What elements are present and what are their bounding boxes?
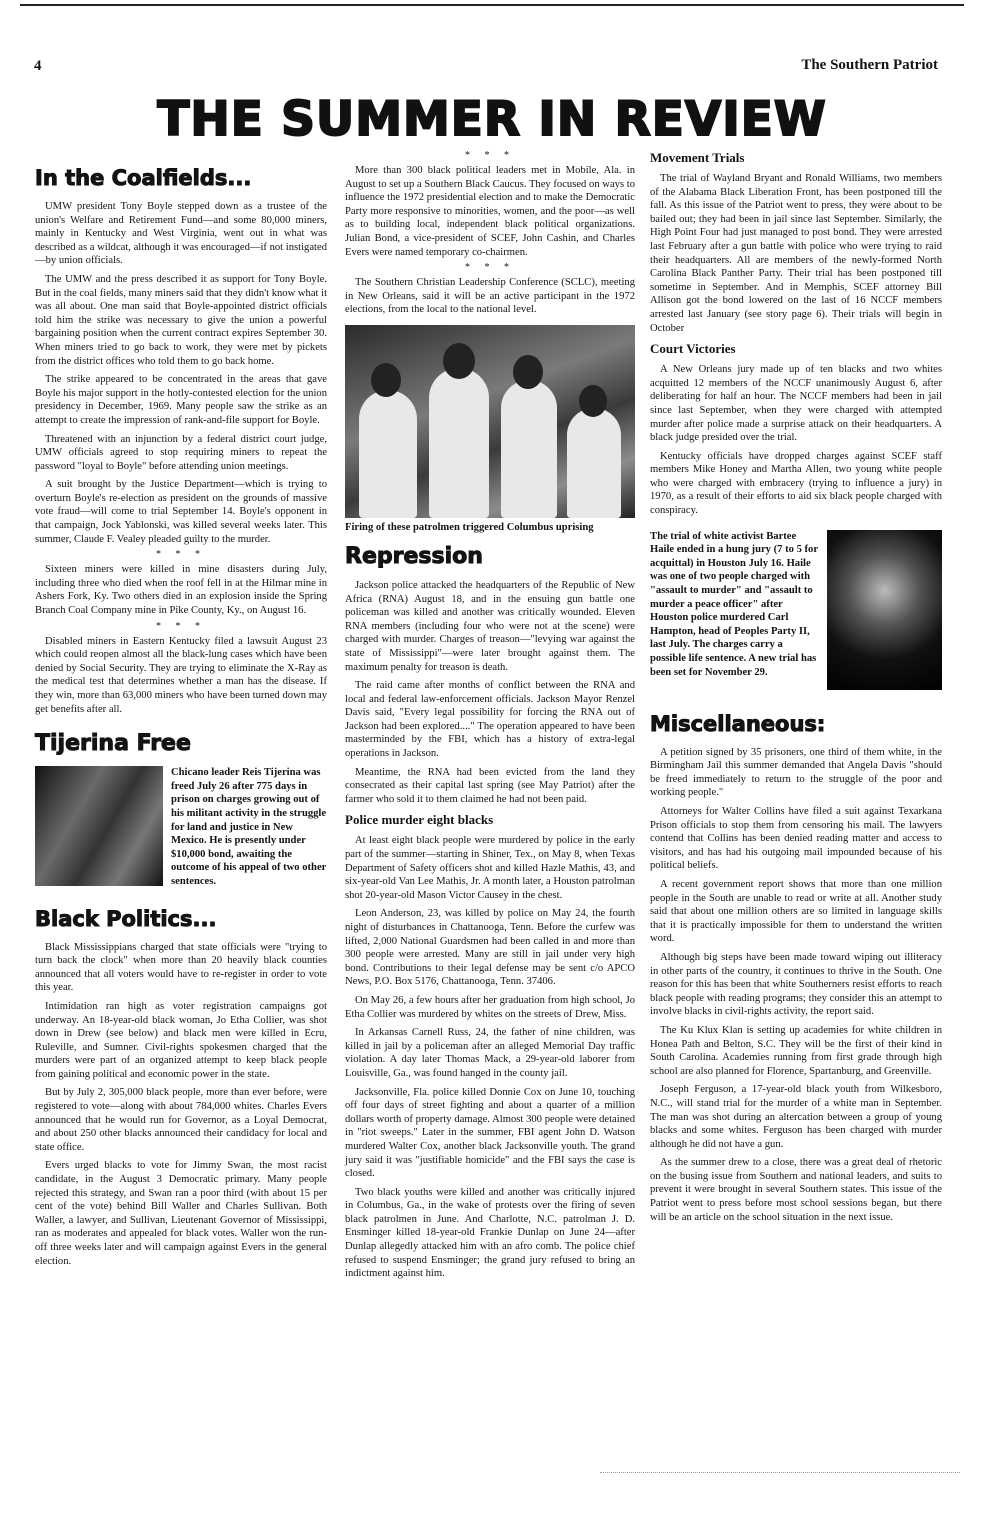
patrolmen-photo xyxy=(345,325,635,518)
paragraph: Black Mississippians charged that state officials were "trying to turn back the clock" when more than 20 heavily black counties announced that all voters would have to re-register in order to vote this year. xyxy=(35,941,327,994)
paragraph: A petition signed by 35 prisoners, one third of them white, in the Birmingham Jail this summer demanded that Angela Davis "should be freed immediately to return to the struggle of the poor and working people." xyxy=(650,746,942,799)
paragraph: As the summer drew to a close, there was a great deal of rhetoric on the busing issue from Southern and national leaders, and suits to prevent it were brought in several Southern states. This issue of the Patriot went to press before most school sessions began, but there will be an article on the school situation in the next issue. xyxy=(650,1157,942,1223)
politics-paras xyxy=(35,941,327,1269)
separator: * * * xyxy=(465,150,515,161)
paragraph: Kentucky officials have dropped charges against SCEF staff members Mike Honey and Martha Allen, two young white people who were charged with embracery (trying to influence a jury) in 1970, as a result of their efforts to aid six black people charged with conspiracy. xyxy=(650,450,942,517)
photo-caption: Firing of these patrolmen triggered Columbus uprising xyxy=(345,521,594,533)
tijerina-box xyxy=(35,766,327,888)
tijerina-photo xyxy=(35,766,163,886)
trials-heading: Movement Trials xyxy=(650,150,745,165)
column-left xyxy=(35,148,327,1273)
top-rule xyxy=(20,4,964,6)
paragraph: Leon Anderson, 23, was killed by police on May 24, the fourth night of disturbances in Chattanooga, Tenn. Before the curfew was lifted, 2,000 National Guardsmen had been called in and more than 300 people were arrested. Many are still in jail under very high bond. Contributions to their legal defense may be sent c/o APCO News, P.O. Box 5176, Chattanooga, Tenn. 37406. xyxy=(345,908,635,988)
paragraph: Evers urged blacks to vote for Jimmy Swan, the most racist candidate, in the August 3 Democratic primary. Many people rejected this strategy, and Swan ran a poor third (with about 15 per cent of the vote) behind Bill Waller and Charles Sullivan. Both Waller, a lawyer, and Sullivan, Lieutenant Governor of Mississippi, ran as moderates and appealed for black votes. Waller won the run-off three weeks later and will campaign against Evers in the general election. xyxy=(35,1160,327,1267)
paragraph: Sixteen miners were killed in mine disasters during July, including three who died when the roof fell in at the Hilmar mine in Ashers Fork, Ky. Two others died in an explosion inside the Spring Branch Coal Company mine in Pike County, Ky., on August 16. xyxy=(35,564,327,617)
paragraph: Joseph Ferguson, a 17-year-old black youth from Wilkesboro, N.C., will stand trial for the murder of a white man in September. The man was shot during an altercation between a group of young blacks and some whites. Ferguson has been charged with murder although he did not have a gun. xyxy=(650,1084,942,1150)
haile-photo xyxy=(827,530,942,690)
paragraph: A suit brought by the Justice Department—which is trying to overturn Boyle's re-election as president on the grounds of massive vote fraud—will come to trial September 14. Boyle's opponent in that campaign, Jock Yablonski, was killed several weeks later. This summer, Claude F. Vealey pleaded guilty to the murder. xyxy=(35,479,327,545)
paragraph: Threatened with an injunction by a federal district court judge, UMW officials agreed to stop requiring miners to repeat the password "loyal to Boyle" before attending union meetings. xyxy=(35,433,327,472)
haile-text: The trial of white activist Bartee Haile ended in a hung jury (7 to 5 for acquittal) in Houston July 16. Haile was one of two people charged with "assault to murder" and "assault to murder a peace officer" after Houston police murdered Carl Hampton, head of Peoples Party II, last July. The charges carry a possible life sentence. A new trial has been set for November 29. xyxy=(650,530,818,678)
police-murder-subhead: Police murder eight blacks xyxy=(345,812,494,828)
tijerina-text: Chicano leader Reis Tijerina was freed July 26 after 775 days in prison on charges growing out of his militant activity in the struggle for land and justice in New Mexico. He is presently under $10,000 bond, awaiting the outcome of his appeal of two other sentences. xyxy=(171,767,327,887)
repression-paras-2 xyxy=(345,834,635,1280)
misc-paras xyxy=(650,746,942,1225)
paragraph: In Arkansas Carnell Russ, 24, the father of nine children, was killed in jail by a policeman after an alleged Memorial Day traffic violation. A day later Thomas Mack, a 29-year-old laborer from Louisville, Ga., was found hanged in the county jail. xyxy=(345,1027,635,1079)
politics-heading: Black Politics... xyxy=(35,906,217,931)
separator: * * * xyxy=(465,262,515,274)
victories-heading: Court Victories xyxy=(650,341,736,357)
paragraph: Meantime, the RNA had been evicted from the land they consecrated as their capital last spring (see May Patriot) after the farmer who sold it to them claimed he had not been paid. xyxy=(345,766,635,805)
paragraph: UMW president Tony Boyle stepped down as a trustee of the union's Welfare and Retirement Fund—and some 80,000 miners, mainly in Kentucky and West Virginia, went out in what was described as a wildcat, although it was encouraged—if not instigated—by union officials. xyxy=(35,201,327,267)
middle-paras xyxy=(345,164,635,259)
middle-paras-2 xyxy=(345,276,635,317)
repression-heading: Repression xyxy=(345,543,483,569)
coalfields-paras-2 xyxy=(35,563,327,617)
masthead: The Southern Patriot xyxy=(801,57,938,73)
separator: * * * xyxy=(156,549,206,561)
paragraph: The Ku Klux Klan is setting up academies for white children in Honea Path and Belton, S.C. They will be the first of their kind in South Carolina. Academies running from first grade through high school are also planned for Florence, Spartanburg, and Greenville. xyxy=(650,1024,942,1077)
paragraph: Two black youths were killed and another was critically injured in Columbus, Ga., in the wake of protests over the firing of seven black patrolmen in June. And Charlotte, N.C. patrolman J. D. Ensminger killed 18-year-old Frankie Dunlap on June 24—after Dunlap allegedly attacked him with an afro comb. The police chief refused to suspend Ensminger; the grand jury refused to bring an indictment against him. xyxy=(345,1186,635,1280)
paragraph: Jackson police attacked the headquarters of the Republic of New Africa (RNA) August 18, and in the ensuing gun battle one policeman was killed and another was critically wounded. Eleven RNA members (including four who were not at the scene) were charged with murder. Charges of treason—"levying war against the state of Mississippi"—were later brought against them. The maximum penalty for treason is death. xyxy=(345,579,635,673)
trials-paras xyxy=(650,172,942,335)
coalfields-paras xyxy=(35,200,327,546)
paragraph: Disabled miners in Eastern Kentucky filed a lawsuit August 23 which could reopen almost all the black-lung cases which have been denied by Social Security. They are trying to eliminate the X-Ray as the medical test that determines whether a man has the disease. If they win, more than 63,000 miners who have been turned down may get benefits after all. xyxy=(35,635,327,715)
paragraph: The UMW and the press described it as support for Tony Boyle. But in the coal fields, many miners said that they didn't know what it was all about. One man said that Boyle-appointed district officials told him the strike was necessary to give the union a powerful bargaining position when the current contract expires September 30. When miners tried to go back to work, they were met by pickets from the district offices who told them to go back home. xyxy=(35,273,328,367)
paragraph: The trial of Wayland Bryant and Ronald Williams, two members of the Alabama Black Liberation Front, has been postponed till the fall. As this issue of the Patriot went to press, they were about to be bailed out; they had been in jail since last September. Similarly, the High Point Four had just managed to post bond. They were arrested last February after a gun battle with police who were trying to raid their headquarters. All are members of the newly-formed North Carolina Black Panther Party. Their trial has been postponed till sometime in September. And in Memphis, SCEF attorney Bill Allison got the bond lowered on the last of 16 NCCF members arrested last January (see story page 6). Their trials will begin in October xyxy=(650,173,942,334)
paragraph: The strike appeared to be concentrated in the areas that gave Boyle his major support in the hotly-contested election for the union presidency in December, 1969. Many people saw the strike as an attempt to create the impression of rank-and-file support for Boyle. xyxy=(35,374,327,426)
tijerina-heading: Tijerina Free xyxy=(35,731,191,757)
paragraph: On May 26, a few hours after her graduation from high school, Jo Etha Collier was murdered by whites on the streets of Drew, Miss. xyxy=(345,994,635,1020)
paragraph: Attorneys for Walter Collins have filed a suit against Texarkana Prison officials to stop them from censoring his mail. The lawyers contend that Collins has been denied reading matter and access to visitors, and has had his outgoing mail impounded because of his political beliefs. xyxy=(650,806,942,872)
paragraph: A New Orleans jury made up of ten blacks and two whites acquitted 12 members of the NCCF unanimously August 6, after deliberating for half an hour. The NCCF members had been in jail since last September, when they were charged with attempted murder after police made a surprise attack on their headquarters. A black judge presided over the trial. xyxy=(650,364,942,444)
paragraph: Intimidation ran high as voter registration campaigns got underway. An 18-year-old black woman, Jo Etha Collier, was shot down in Drew (see below) and black men were killed in Ecru, Ruleville, and Sumner. Civil-rights spokesmen charged that the murders were part of an organized attempt to keep black people from gaining political and economic power in the state. xyxy=(35,1000,327,1080)
paragraph: The Southern Christian Leadership Conference (SCLC), meeting in New Orleans, said it will be an active participant in the 1972 elections, from the local to the national level. xyxy=(345,277,635,316)
column-middle xyxy=(345,148,635,1286)
paragraph: A recent government report shows that more than one million people in the South are unable to read or write at all. Another study said that about one million others are so limited in language skills that it is practically impossible for them to understand the written word. xyxy=(650,879,942,945)
paragraph: More than 300 black political leaders met in Mobile, Ala. in August to set up a Southern Black Caucus. They focused on ways to influence the 1972 presidential election and to make the Democratic Party more responsive to minorities, women, and the poor—as well as to building local, independent black political organizations. Julian Bond, a vice-president of SCEF, John Cashin, and Charles Evers were named temporary co-chairmen. xyxy=(345,165,635,258)
page-number: 4 xyxy=(34,58,42,74)
coalfields-heading: In the Coalfields... xyxy=(35,166,252,190)
victories-paras xyxy=(650,363,942,518)
paragraph: The raid came after months of conflict between the RNA and local and federal law-enforcement officials. Jackson Mayor Renzel Davis said, "Every legal possibility for forcing the RNA out of Jackson had been explored...." The operation appeared to have been masterminded by the FBI, which has a history of extra-legal operations in Jackson. xyxy=(345,680,635,760)
bottom-rule xyxy=(600,1472,960,1473)
misc-heading: Miscellaneous: xyxy=(650,711,826,736)
paragraph: At least eight black people were murdered by police in the early part of the summer—starting in Shiner, Tex., on May 8, when Texas Department of Safety officers shot and killed Hazle Mathis, 43, and six-year-old Van Lee Mathis, Jr. A month later, a Houston patrolman shot 20-year-old Mason Victor Causey in the chest. xyxy=(345,835,635,901)
repression-paras xyxy=(345,579,635,807)
column-right xyxy=(650,148,942,1229)
separator: * * * xyxy=(156,620,206,632)
page-title: THE SUMMER IN REVIEW xyxy=(157,92,827,147)
paragraph: But by July 2, 305,000 black people, more than ever before, were registered to vote—along with about 784,000 whites. Charles Evers announced that he would run for Governor, as a Loyal Democrat, and about 250 other blacks announced their candidacy for local and state office. xyxy=(35,1087,327,1153)
paragraph: Although big steps have been made toward wiping out illiteracy in other parts of the country, it continues to thrive in the South. One reason for this has been that white Southerners resist efforts to reach black people with reading programs; they consider this an attempt to involve blacks in civil-rights activity, the report said. xyxy=(650,951,942,1018)
coalfields-paras-3 xyxy=(35,635,327,717)
paragraph: Jacksonville, Fla. police killed Donnie Cox on June 10, touching off four days of street fighting and about a quarter of a million dollars worth of property damage. Almost 300 people were detained in "riot sweeps." Later in the summer, FBI agent John D. Watson murdered Walter Cox, another black Jacksonville youth. The grand jury said it was "justifiable homicide" and the FBI says the case is closed. xyxy=(345,1086,635,1180)
haile-box xyxy=(650,530,942,690)
